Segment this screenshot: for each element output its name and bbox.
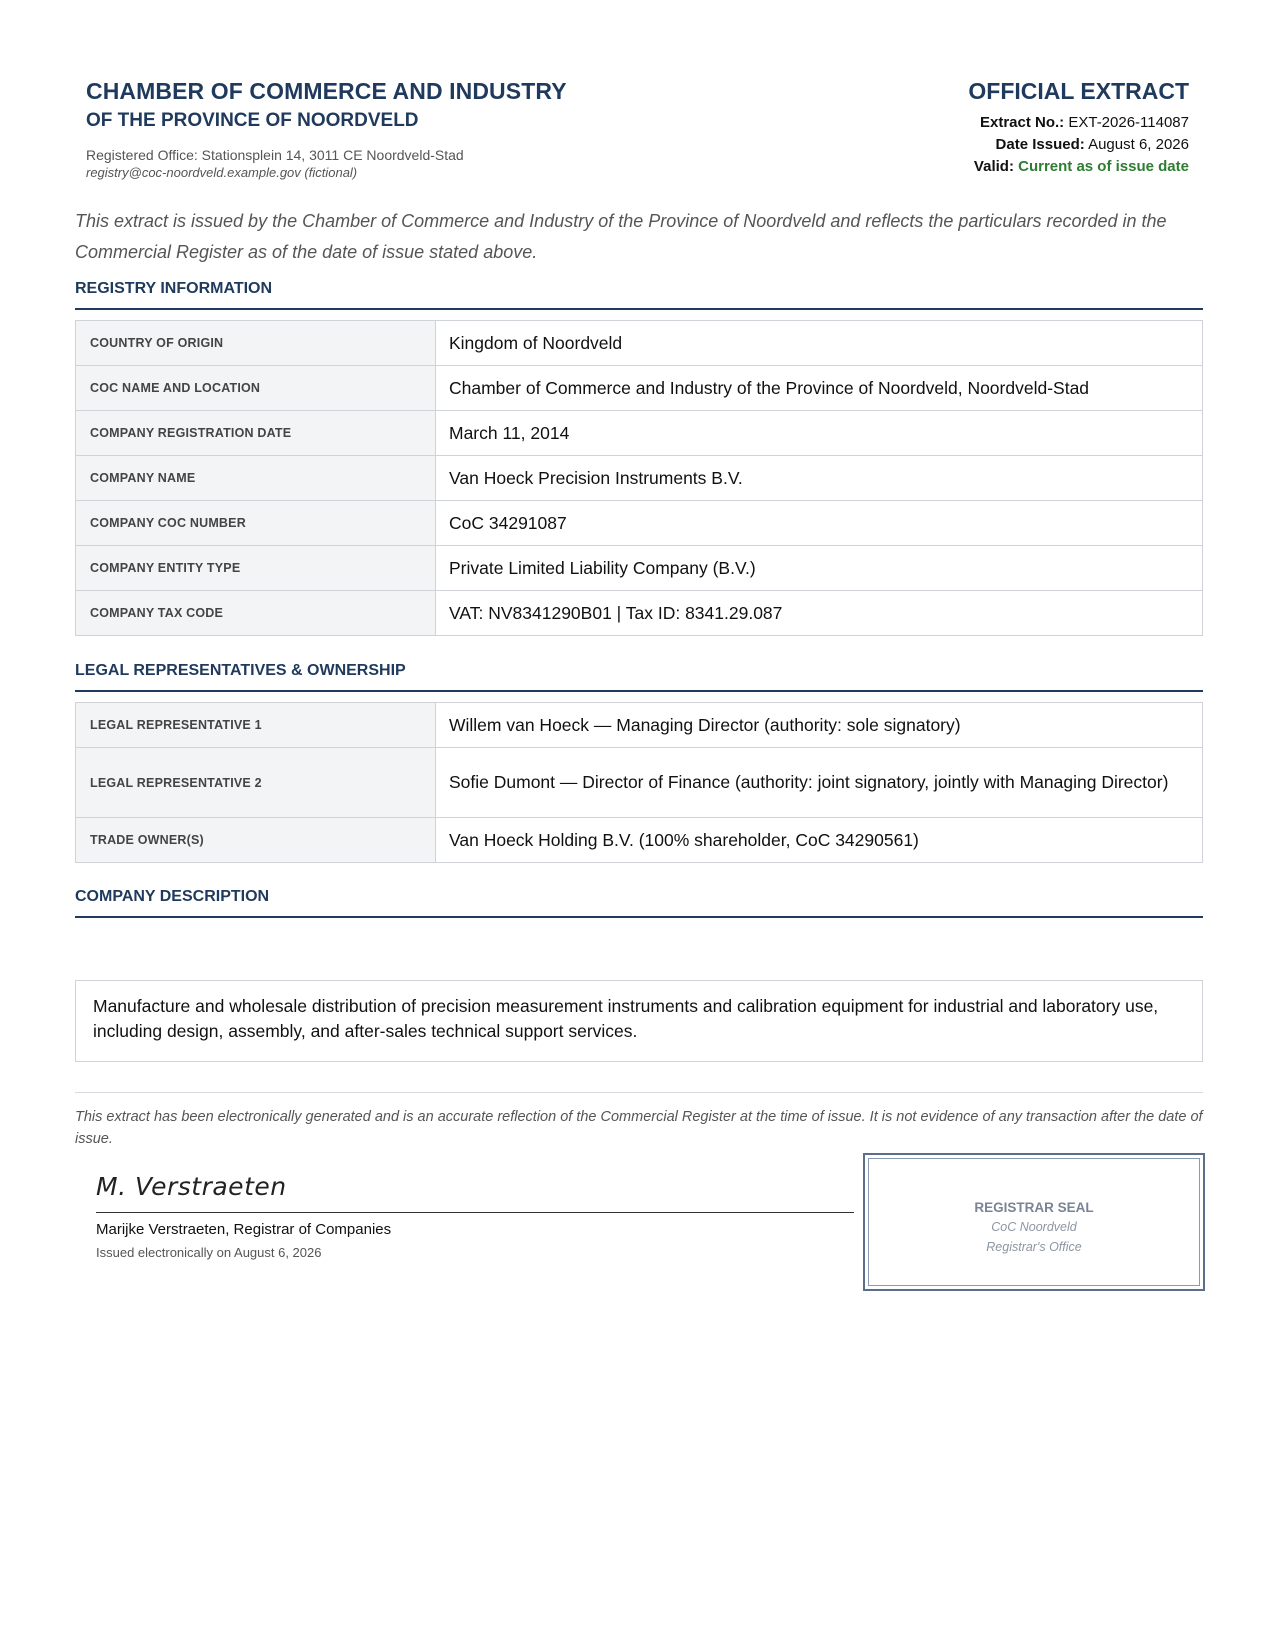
table-row [76,321,1203,366]
field-label: COMPANY NAME [76,456,436,501]
registrar-seal [863,1153,1205,1291]
field-value: Van Hoeck Holding B.V. (100% shareholder, CoC 34290561) [436,818,1203,863]
registry-email: registry@coc-noordveld.example.gov (fictional) [86,165,358,180]
field-label: COC NAME AND LOCATION [76,366,436,411]
seal-title: REGISTRAR SEAL [974,1200,1094,1215]
section-title-legal: LEGAL REPRESENTATIVES & OWNERSHIP [75,660,1203,692]
legal-table [75,702,1203,863]
validity-status: Current as of issue date [1018,158,1189,175]
field-label: COUNTRY OF ORIGIN [76,321,436,366]
signature-block [96,1170,854,1263]
extract-number: EXT-2026-114087 [1068,114,1189,131]
validity-label: Valid: [973,158,1014,175]
intro-text: This extract is issued by the Chamber of Commerce and Industry of the Province of Noordveld and reflects the particulars recorded in the Commercial Register as of the date of issue stated above. [75,211,1167,262]
extract-meta [769,76,1189,178]
extract-number-label: Extract No.: [979,114,1065,131]
field-value: Kingdom of Noordveld [436,321,1203,366]
field-label: COMPANY COC NUMBER [76,501,436,546]
field-label: COMPANY ENTITY TYPE [76,546,436,591]
signature: M. Verstraeten [96,1170,854,1213]
table-row [76,703,1203,748]
table-row [76,456,1203,501]
field-value: Private Limited Liability Company (B.V.) [436,546,1203,591]
table-row [76,366,1203,411]
field-value: Chamber of Commerce and Industry of the Province of Noordveld, Noordveld-Stad [436,366,1203,411]
field-value: CoC 34291087 [436,501,1203,546]
organization-name: CHAMBER OF COMMERCE AND INDUSTRY [86,78,567,104]
company-description: Manufacture and wholesale distribution of precision measurement instruments and calibration equipment for industrial and laboratory use, including design, assembly, and after-sales technical support services. [75,980,1203,1062]
registrar-name: Marijke Verstraeten, Registrar of Companies [96,1221,392,1238]
extract-number-line [769,112,1189,134]
section-title-description: COMPANY DESCRIPTION [75,886,1203,918]
field-label: COMPANY TAX CODE [76,591,436,636]
date-issued-line [769,134,1189,156]
section-title-registry: REGISTRY INFORMATION [75,278,1203,310]
table-row [76,411,1203,456]
organization-subname: OF THE PROVINCE OF NOORDVELD [86,110,419,131]
extract-title: OFFICIAL EXTRACT [968,78,1189,104]
table-row [76,546,1203,591]
field-value: Sofie Dumont — Director of Finance (authority: joint signatory, jointly with Managing Director) [436,748,1203,818]
field-label: TRADE OWNER(S) [76,818,436,863]
field-value: Van Hoeck Precision Instruments B.V. [436,456,1203,501]
field-label: COMPANY REGISTRATION DATE [76,411,436,456]
table-row [76,591,1203,636]
table-row [76,501,1203,546]
field-label: LEGAL REPRESENTATIVE 1 [76,703,436,748]
table-row [76,818,1203,863]
field-value: VAT: NV8341290B01 | Tax ID: 8341.29.087 [436,591,1203,636]
field-value: Willem van Hoeck — Managing Director (authority: sole signatory) [436,703,1203,748]
field-label: LEGAL REPRESENTATIVE 2 [76,748,436,818]
issuer-header [86,76,726,182]
registered-office: Registered Office: Stationsplein 14, 3011 CE Noordveld-Stad [86,147,464,163]
field-value: March 11, 2014 [436,411,1203,456]
disclaimer-text: This extract has been electronically generated and is an accurate reflection of the Commercial Register at the time of issue. It is not evidence of any transaction after the date of issue. [75,1109,1203,1147]
registry-table [75,320,1203,636]
issued-electronically: Issued electronically on August 6, 2026 [96,1245,322,1260]
date-issued: August 6, 2026 [1088,136,1189,153]
table-row [76,748,1203,818]
date-issued-label: Date Issued: [995,136,1085,153]
seal-line-1: CoC Noordveld [991,1220,1077,1234]
seal-inner-frame [868,1158,1200,1286]
divider [75,1092,1203,1093]
seal-line-2: Registrar's Office [986,1240,1082,1254]
validity-line [769,156,1189,178]
